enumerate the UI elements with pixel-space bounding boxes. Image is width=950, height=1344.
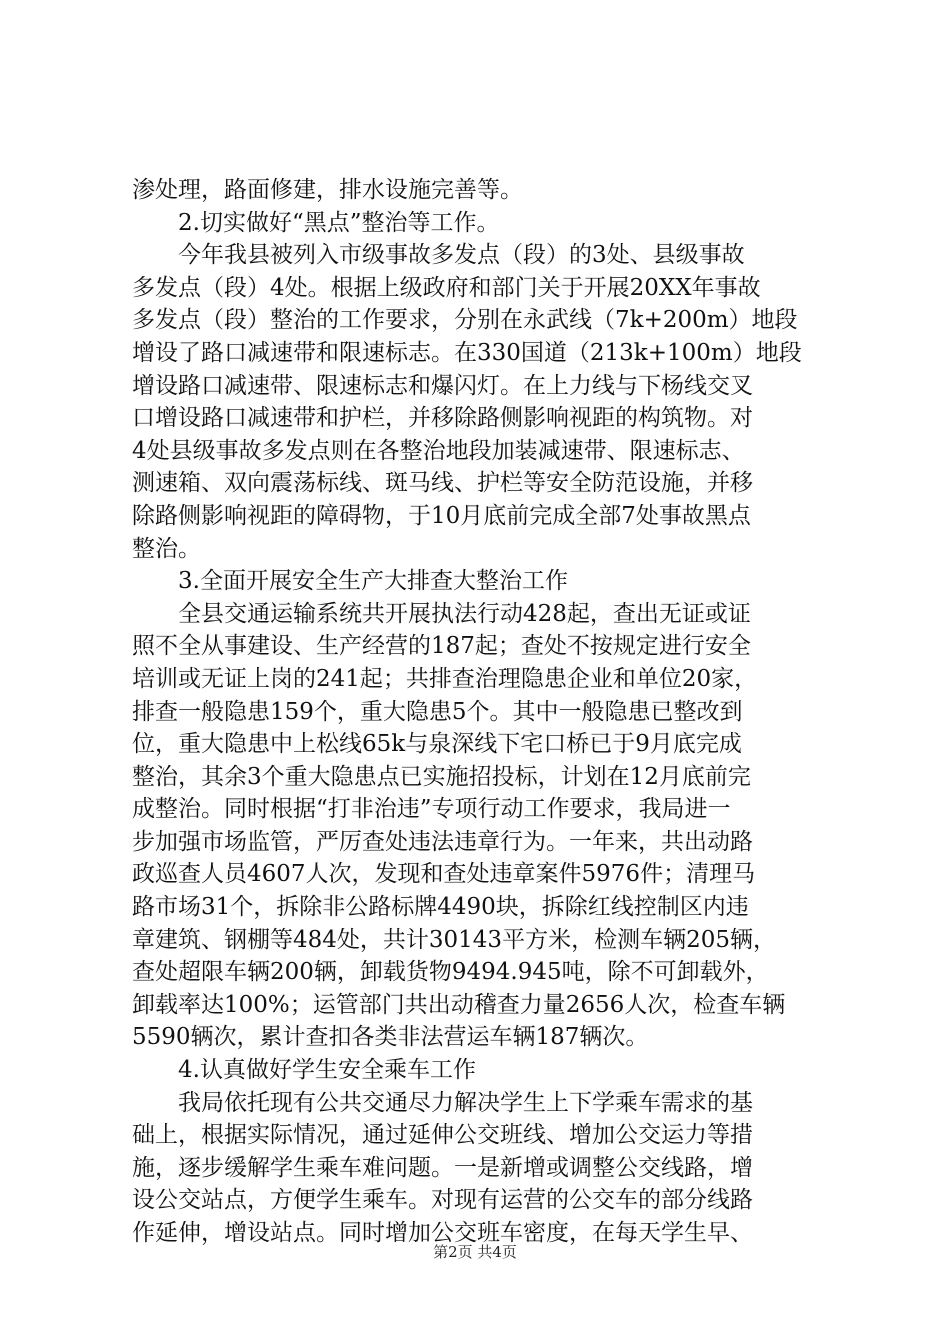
page-footer: 第2页 共4页 bbox=[433, 1243, 517, 1261]
text-line: 作延伸，增设站点。同时增加公交班车密度，在每天学生早、 bbox=[132, 1220, 753, 1246]
text-line: 增设了路口减速带和限速标志。在330国道（213k+100m）地段 bbox=[132, 339, 802, 366]
text-line: 4处县级事故多发点则在各整治地段加装减速带、限速标志、 bbox=[132, 437, 745, 464]
text-line: 除路侧影响视距的障碍物，于10月底前完成全部7处事故黑点 bbox=[132, 502, 751, 529]
text-line: 渗处理，路面修建，排水设施完善等。 bbox=[132, 177, 523, 203]
document-body bbox=[132, 174, 832, 1250]
text-line: 我局依托现有公共交通尽力解决学生上下学乘车需求的基 bbox=[178, 1089, 753, 1116]
text-line: 础上，根据实际情况，通过延伸公交班线、增加公交运力等措 bbox=[132, 1122, 753, 1149]
text-line: 设公交站点，方便学生乘车。对现有运营的公交车的部分线路 bbox=[132, 1187, 753, 1214]
text-line: 3.全面开展安全生产大排查大整治工作 bbox=[178, 568, 568, 595]
text-line: 多发点（段）整治的工作要求，分别在永武线（7k+200m）地段 bbox=[132, 307, 798, 334]
text-line: 整治，其余3个重大隐患点已实施招投标，计划在12月底前完 bbox=[132, 763, 751, 790]
text-line: 增设路口减速带、限速标志和爆闪灯。在上力线与下杨线交叉 bbox=[132, 372, 753, 399]
text-line: 口增设路口减速带和护栏，并移除路侧影响视距的构筑物。对 bbox=[132, 405, 753, 432]
text-line: 照不全从事建设、生产经营的187起；查处不按规定进行安全 bbox=[132, 633, 751, 660]
text-line: 4.认真做好学生安全乘车工作 bbox=[178, 1057, 476, 1084]
text-line: 路市场31个，拆除非公路标牌4490块，拆除红线控制区内违 bbox=[132, 894, 749, 921]
text-line: 位，重大隐患中上松线65k与泉深线下宅口桥已于9月底完成 bbox=[132, 731, 742, 758]
text-line: 培训或无证上岗的241起；共排查治理隐患企业和单位20家， bbox=[132, 665, 758, 692]
text-line: 成整治。同时根据“打非治违”专项行动工作要求，我局进一 bbox=[132, 796, 731, 823]
text-line: 整治。 bbox=[132, 535, 201, 562]
text-line: 步加强市场监管，严厉查处违法违章行为。一年来，共出动路 bbox=[132, 828, 753, 855]
text-line: 施，逐步缓解学生乘车难问题。一是新增或调整公交线路，增 bbox=[132, 1154, 753, 1181]
text-line: 多发点（段）4处。根据上级政府和部门关于开展20XX年事故 bbox=[132, 274, 761, 301]
text-line: 查处超限车辆200辆，卸载货物9494.945吨，除不可卸载外， bbox=[132, 959, 769, 986]
text-line: 测速箱、双向震荡标线、斑马线、护栏等安全防范设施，并移 bbox=[132, 470, 753, 497]
text-line: 2.切实做好“黑点”整治等工作。 bbox=[178, 209, 500, 236]
text-line: 今年我县被列入市级事故多发点（段）的3处、县级事故 bbox=[178, 242, 745, 269]
text-line: 全县交通运输系统共开展执法行动428起，查出无证或证 bbox=[178, 600, 751, 627]
text-line: 卸载率达100%；运管部门共出动稽查力量2656人次，检查车辆 bbox=[132, 991, 786, 1018]
text-line: 政巡查人员4607人次，发现和查处违章案件5976件；清理马 bbox=[132, 861, 756, 888]
text-line: 5590辆次，累计查扣各类非法营运车辆187辆次。 bbox=[132, 1024, 649, 1051]
text-line: 排查一般隐患159个，重大隐患5个。其中一般隐患已整改到 bbox=[132, 698, 743, 725]
text-line: 章建筑、钢棚等484处，共计30143平方米，检测车辆205辆， bbox=[132, 926, 776, 953]
